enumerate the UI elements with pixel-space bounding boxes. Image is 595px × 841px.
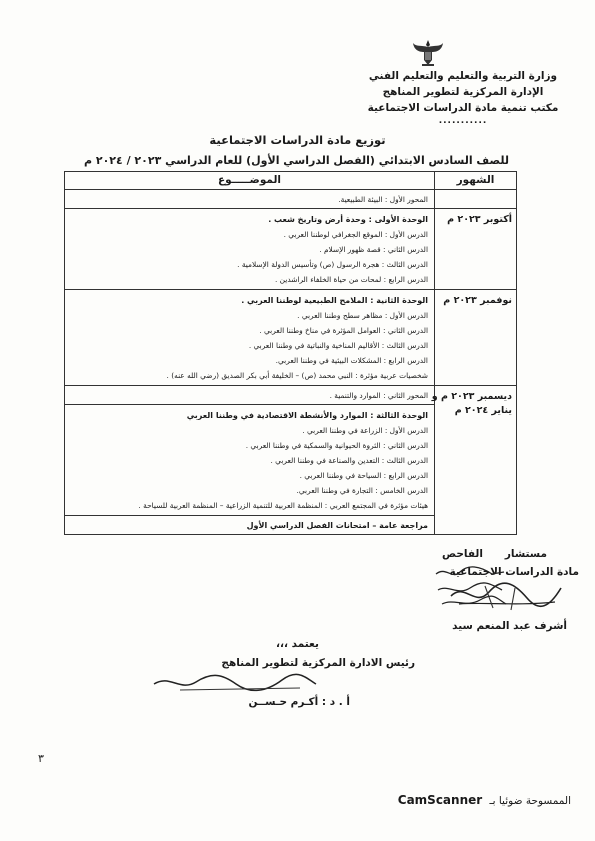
month-cell [435,190,517,209]
topic-cell [65,190,435,209]
lesson-line: هيئات مؤثرة في المجتمع العربي : المنظمة العربية للتنمية الزراعية – المنظمة العربية للسياحة . [138,501,428,510]
examiner-title: الفاحص [442,548,483,560]
lesson-line: الدرس الثالث : هجرة الرسول (ص) وتأسيس الدولة الإسلامية . [237,260,428,269]
head-name: أ . د : أكـرم حـســن [248,696,350,708]
topic-cell [65,405,435,516]
month-cell [435,290,517,386]
lesson-line: الدرس الثاني : قصة ظهور الإسلام . [319,245,428,254]
lesson-line: الدرس الأول : الموقع الجغرافي لوطننا العربي . [283,230,428,239]
topic-column-header: الموضـــــوع [65,172,435,190]
lesson-line: الدرس الخامس : التجارة في وطننا العربي. [296,486,428,495]
topic-line: المحور الأول : البيئة الطبيعية. [338,195,428,204]
month-column-header: الشهور [435,172,517,190]
table-row [65,290,517,386]
unit-title: الوحدة الثالثة : الموارد والأنشطة الاقتصادية في وطننا العربي [186,411,428,420]
head-title: رئيس الادارة المركزية لتطوير المناهج [221,657,415,669]
month-label: يناير ٢٠٢٤ م [454,405,512,416]
lesson-line: الدرس الرابع : لمحات من حياة الخلفاء الراشدين . [274,275,428,284]
lesson-line: شخصيات عربية مؤثرة : النبي محمد (ص) – الخليفة أبي بكر الصديق (رضي الله عنه) . [166,371,428,380]
scanner-watermark [398,793,571,807]
lesson-line: الدرس الثاني : العوامل المؤثرة في مناخ وطننا العربي . [259,326,428,335]
approval-label: يعتمد ،،، [276,638,319,650]
lesson-line: الدرس الأول : مظاهر سطح وطننا العربي . [297,311,428,320]
table-row [65,190,517,209]
header-divider: ........... [438,116,488,126]
lesson-line: الدرس الأول : الزراعة في وطننا العربي . [302,426,428,435]
ministry-line: مكتب تنمية مادة الدراسات الاجتماعية [367,102,559,114]
document-title: توزيع مادة الدراسات الاجتماعية [209,133,386,147]
table-row [65,209,517,290]
month-label: نوفمبر ٢٠٢٣ م [443,295,512,306]
topic-cell [65,516,435,535]
scanner-brand: CamScanner [397,793,483,807]
examiner-signature-icon [430,562,510,612]
review-line: مراجعة عامة – امتحانات الفصل الدراسي الأول [246,521,428,530]
topic-cell [65,386,435,405]
topic-cell [65,290,435,386]
lesson-line: الدرس الثالث : الأقاليم المناخية والنباتية في وطننا العربي . [248,341,428,350]
page-number: ٣ [38,752,44,765]
month-label: ديسمبر ٢٠٢٣ م و [431,391,512,402]
topic-line: المحور الثاني : الموارد والتنمية . [329,391,428,400]
document-subtitle: للصف السادس الابتدائي (الفصل الدراسي الأول) للعام الدراسي ٢٠٢٣ / ٢٠٢٤ م [83,154,509,167]
scanner-text: الممسوحة ضوئيا بـ [489,795,571,807]
ministry-header [363,68,563,126]
table-header-row [65,172,517,190]
lesson-line: الدرس الرابع : السياحة في وطننا العربي . [299,471,428,480]
lesson-line: الدرس الثاني : الثروة الحيوانية والسمكية في وطننا العربي . [245,441,428,450]
month-label: أكتوبر ٢٠٢٣ م [447,214,512,225]
lesson-line: الدرس الرابع : المشكلات البيئية في وطننا العربي. [275,356,428,365]
topic-cell [65,209,435,290]
head-signature-icon [150,670,320,696]
distribution-table [64,171,517,535]
lesson-line: الدرس الثالث : التعدين والصناعة في وطننا العربي . [270,456,428,465]
month-cell [431,386,517,535]
advisor-name: أشرف عبد المنعم سيد [452,620,567,632]
ministry-line: الإدارة المركزية لتطوير المناهج [382,86,544,98]
unit-title: الوحدة الأولى : وحدة أرض وتاريخ شعب . [268,215,428,224]
advisor-subject: مادة الدراسات الاجتماعية [449,566,579,578]
unit-title: الوحدة الثانية : الملامح الطبيعية لوطننا العربي . [241,296,428,305]
advisor-title: مستشار [504,548,547,560]
table-row [65,386,517,405]
ministry-line: وزارة التربية والتعليم والتعليم الفني [368,70,558,82]
eagle-emblem-icon [411,38,445,68]
month-cell [435,209,517,290]
